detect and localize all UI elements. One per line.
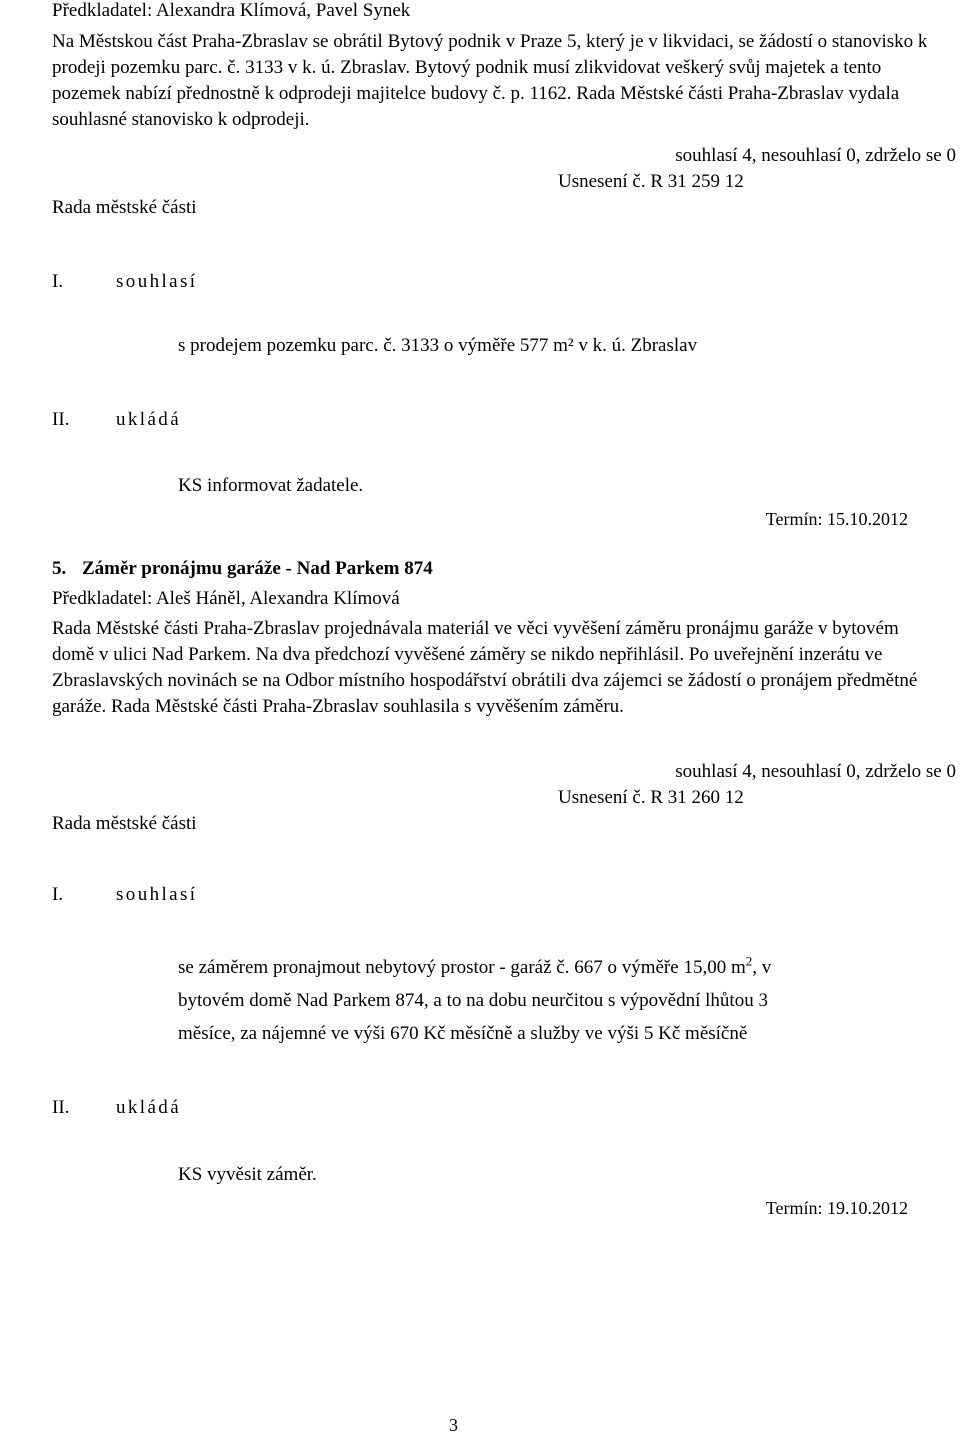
item4-point1-verb: souhlasí [116,271,198,292]
item4-point1-number: I. [52,271,64,292]
item5-text: Rada Městské části Praha-Zbraslav projednávala materiál ve věci vyvěšení záměru pronájmu garáže v bytovém domě v ulici Nad Parkem. Na dva předchozí vyvěšené záměry se nikdo nepřihlásil. Po uveřejnění inzerátu ve Zbraslavských novinách se na Odbor místního hospodářství obrátili dva zájemci se žádostí o pronájem předmětné garáže. Rada Městské části Praha-Zbraslav souhlasila s vyvěšením záměru. [52,618,918,717]
item5-presenters: Předkladatel: Aleš Háněl, Alexandra Klímová [52,588,400,609]
item5-point1-verb: souhlasí [116,884,198,905]
item4-point2-verb: ukládá [116,409,182,430]
item4-deadline: Termín: 15.10.2012 [765,509,908,529]
item4-point2-text: KS informovat žadatele. [178,475,364,496]
item5-body: Rada městské části [52,813,197,834]
item5-resolution: Usnesení č. R 31 260 12 [558,787,744,808]
item5-number: 5. [52,558,67,579]
page-number: 3 [449,1415,458,1435]
item4-text: Na Městskou část Praha-Zbraslav se obrátil Bytový podnik v Praze 5, který je v likvidaci, se žádostí o stanovisko k prodeji pozemku parc. č. 3133 v k. ú. Zbraslav. Bytový podnik musí zlikvidovat veškerý svůj majetek a tento pozemek nabízí přednostně k odprodeji majitelce budovy č. p. 1162. Rada Městské části Praha-Zbraslav vydala souhlasné stanovisko k odprodeji. [52,31,928,130]
item5-point2-verb: ukládá [116,1097,182,1118]
item4-point2-number: II. [52,409,70,430]
item5-vote: souhlasí 4, nesouhlasí 0, zdrželo se 0 [675,761,956,782]
item5-title: Záměr pronájmu garáže - Nad Parkem 874 [82,558,433,579]
item5-point1-line1-a: se záměrem pronajmout nebytový prostor - garáž č. 667 o výměře 15,00 m [178,957,746,978]
item5-point1-line2: bytovém domě Nad Parkem 874, a to na dobu neurčitou s výpovědní lhůtou 3 [178,990,768,1011]
item4-point1-text: s prodejem pozemku parc. č. 3133 o výměře 577 m² v k. ú. Zbraslav [178,335,698,356]
item4-body: Rada městské části [52,197,197,218]
item5-point1-line1 [178,955,771,981]
item5-deadline: Termín: 19.10.2012 [765,1198,908,1218]
item5-point2-text: KS vyvěsit záměr. [178,1164,317,1185]
item4-presenters: Předkladatel: Alexandra Klímová, Pavel Synek [52,0,411,21]
item5-point1-number: I. [52,884,64,905]
item5-point1-line1-b: , v [752,957,772,978]
item5-point2-number: II. [52,1097,70,1118]
item5-point1-superscript: 2 [745,953,753,969]
item4-resolution: Usnesení č. R 31 259 12 [558,171,744,192]
item5-point1-line3: měsíce, za nájemné ve výši 670 Kč měsíčně a služby ve výši 5 Kč měsíčně [178,1023,748,1044]
item4-vote: souhlasí 4, nesouhlasí 0, zdrželo se 0 [675,145,956,166]
